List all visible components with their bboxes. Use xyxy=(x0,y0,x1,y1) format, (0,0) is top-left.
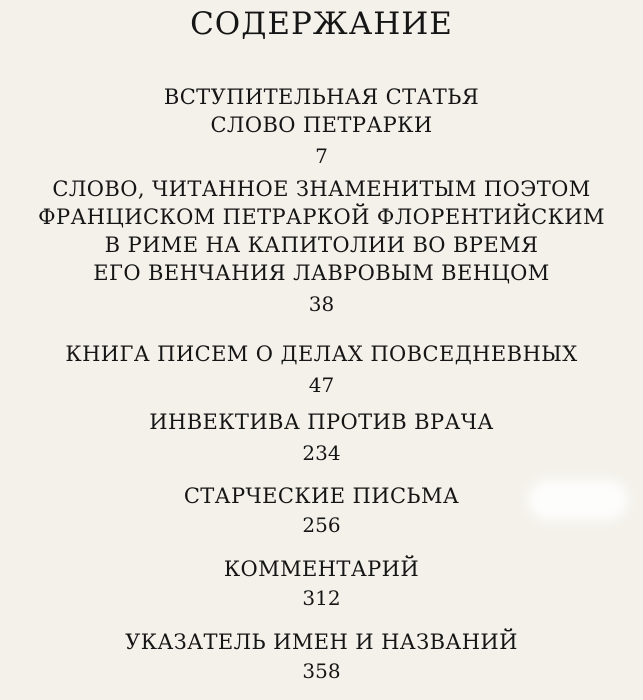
toc-entry-title-line: ВСТУПИТЕЛЬНАЯ СТАТЬЯ xyxy=(163,85,480,109)
toc-entry-title-line: ИНВЕКТИВА ПРОТИВ ВРАЧА xyxy=(149,410,494,434)
toc-entry-title-line: ЕГО ВЕНЧАНИЯ ЛАВРОВЫМ ВЕНЦОМ xyxy=(93,261,550,285)
toc-entry-page-number: 234 xyxy=(302,441,341,465)
toc-entry[interactable] xyxy=(0,555,643,613)
toc-entry-page-number: 358 xyxy=(302,659,341,683)
toc-entry-title-line: КОММЕНТАРИЙ xyxy=(223,557,420,581)
toc-entry-title-line: СЛОВО, ЧИТАННОЕ ЗНАМЕНИТЫМ ПОЭТОМ xyxy=(52,177,591,201)
toc-entry-page-number: 312 xyxy=(302,586,341,610)
toc-entry-page-number: 38 xyxy=(308,292,335,316)
toc-entry-page-number: 256 xyxy=(302,513,341,537)
toc-entry-title-line: ФРАНЦИСКОМ ПЕТРАРКОЙ ФЛОРЕНТИЙСКИМ xyxy=(38,205,605,229)
toc-entry[interactable] xyxy=(0,175,643,319)
toc-entry[interactable] xyxy=(0,482,643,540)
toc-entry[interactable] xyxy=(0,83,643,171)
toc-entry-title-line: СТАРЧЕСКИЕ ПИСЬМА xyxy=(183,484,460,508)
page-title: СОДЕРЖАНИЕ xyxy=(190,6,453,42)
toc-entry-page-number: 7 xyxy=(315,144,328,168)
toc-entry[interactable] xyxy=(0,408,643,468)
toc-entry-title-line: КНИГА ПИСЕМ О ДЕЛАХ ПОВСЕДНЕВНЫХ xyxy=(65,342,578,366)
toc-entry[interactable] xyxy=(0,340,643,400)
toc-entry-page-number: 47 xyxy=(308,373,335,397)
toc-entry-title-line: УКАЗАТЕЛЬ ИМЕН И НАЗВАНИЙ xyxy=(125,630,518,654)
toc-entry[interactable] xyxy=(0,628,643,686)
toc-entry-title-line: СЛОВО ПЕТРАРКИ xyxy=(210,113,433,137)
toc-entry-title-line: В РИМЕ НА КАПИТОЛИИ ВО ВРЕМЯ xyxy=(104,233,539,257)
